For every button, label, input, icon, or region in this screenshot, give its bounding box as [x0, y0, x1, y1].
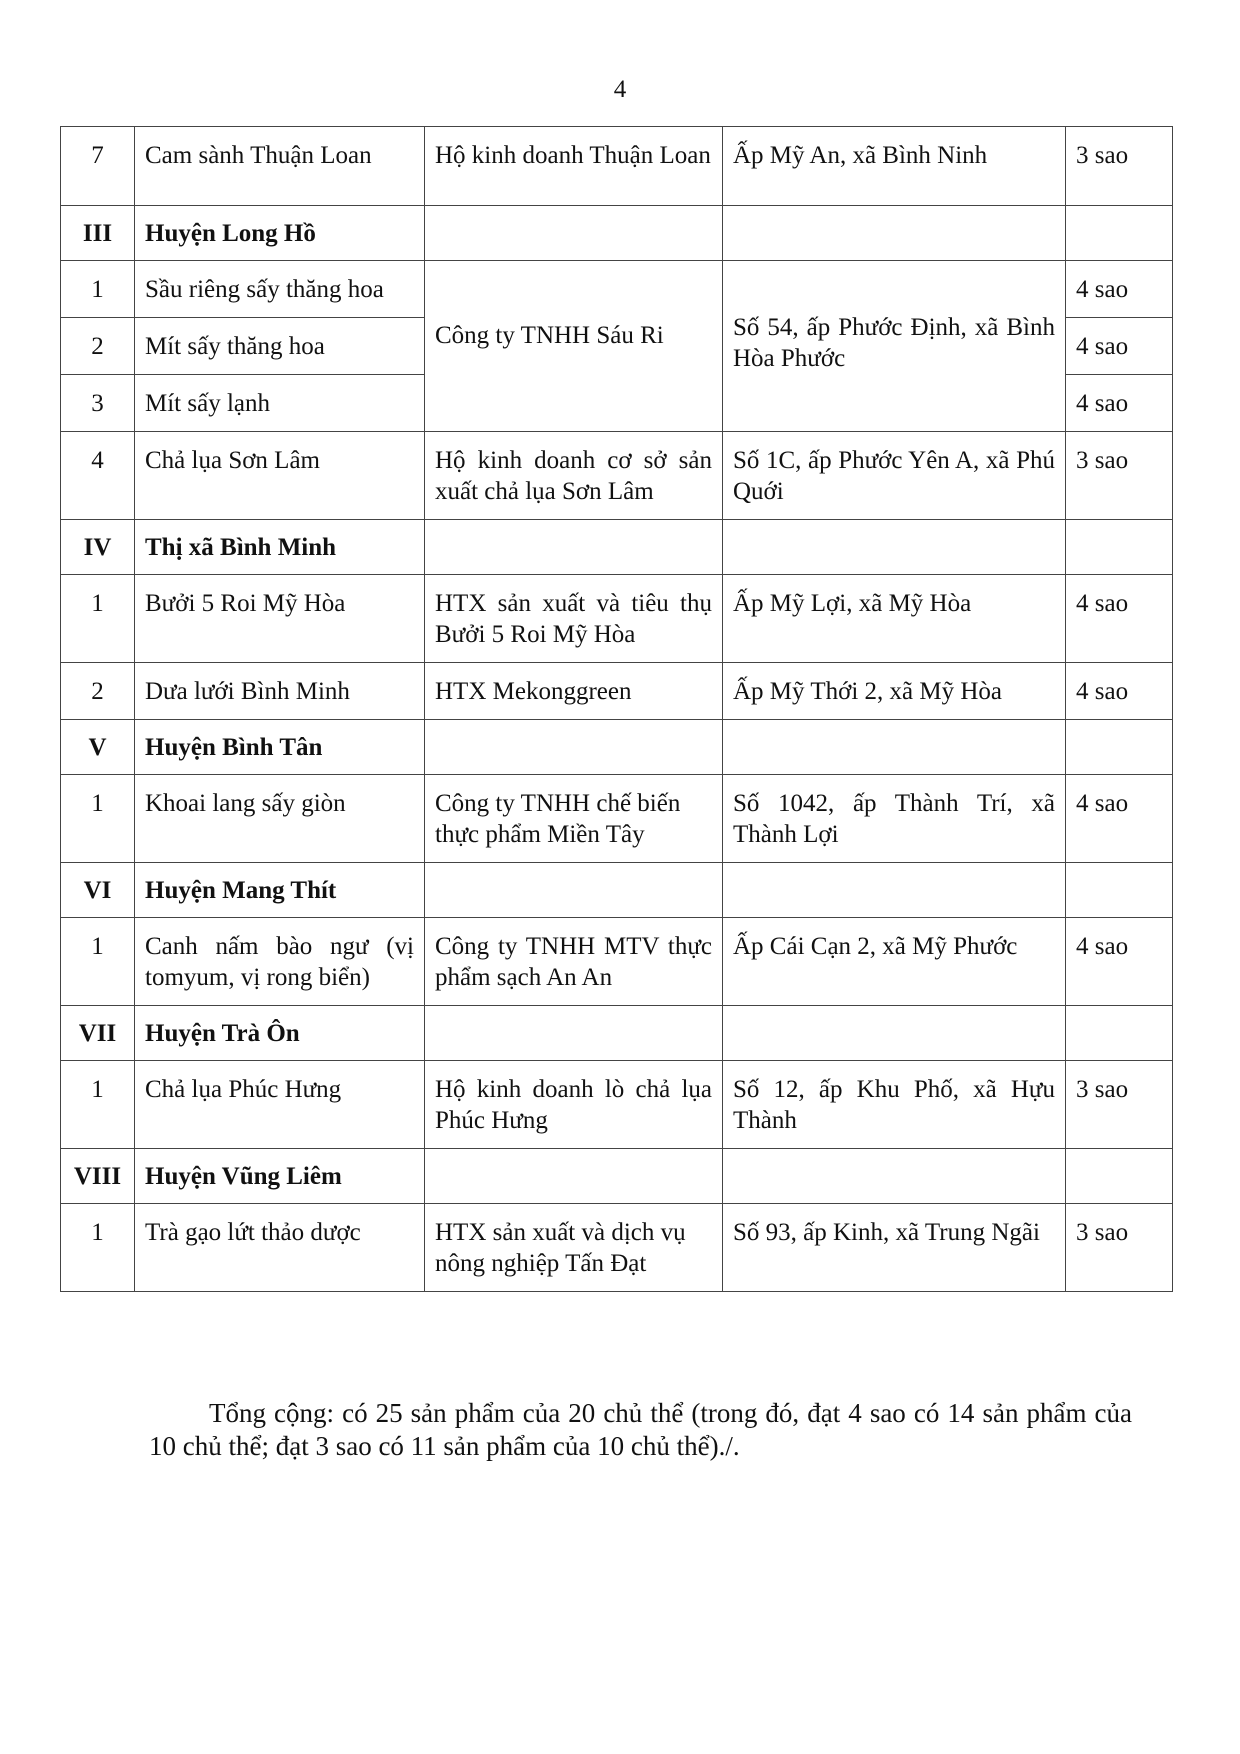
star-rating: 3 sao — [1066, 1061, 1173, 1149]
address: Ấp Mỹ Lợi, xã Mỹ Hòa — [723, 575, 1066, 663]
star-rating: 4 sao — [1066, 575, 1173, 663]
empty-cell — [723, 863, 1066, 918]
owner-name: Hộ kinh doanh lò chả lụa Phúc Hưng — [425, 1061, 723, 1149]
empty-cell — [1066, 863, 1173, 918]
product-name: Chả lụa Sơn Lâm — [135, 432, 425, 520]
table-row — [61, 1204, 1173, 1292]
owner-name: Công ty TNHH Sáu Ri — [425, 261, 723, 432]
empty-cell — [425, 1149, 723, 1204]
district-name: Huyện Long Hồ — [135, 206, 425, 261]
empty-cell — [723, 720, 1066, 775]
table-row — [61, 127, 1173, 206]
row-index: 1 — [61, 918, 135, 1006]
district-row — [61, 1006, 1173, 1061]
empty-cell — [425, 520, 723, 575]
owner-name: HTX Mekonggreen — [425, 663, 723, 720]
table-row — [61, 432, 1173, 520]
product-name: Mít sấy thăng hoa — [135, 318, 425, 375]
district-index: VII — [61, 1006, 135, 1061]
district-name: Thị xã Bình Minh — [135, 520, 425, 575]
row-index: 2 — [61, 663, 135, 720]
product-name: Khoai lang sấy giòn — [135, 775, 425, 863]
owner-name: Công ty TNHH chế biến thực phẩm Miền Tây — [425, 775, 723, 863]
star-rating: 4 sao — [1066, 663, 1173, 720]
star-rating: 4 sao — [1066, 775, 1173, 863]
district-row — [61, 206, 1173, 261]
star-rating: 4 sao — [1066, 261, 1173, 318]
row-index: 7 — [61, 127, 135, 206]
owner-name: Công ty TNHH MTV thực phẩm sạch An An — [425, 918, 723, 1006]
district-name: Huyện Mang Thít — [135, 863, 425, 918]
district-index: V — [61, 720, 135, 775]
district-name: Huyện Bình Tân — [135, 720, 425, 775]
owner-name: Hộ kinh doanh Thuận Loan — [425, 127, 723, 206]
empty-cell — [425, 720, 723, 775]
empty-cell — [425, 206, 723, 261]
row-index: 1 — [61, 1204, 135, 1292]
row-index: 1 — [61, 1061, 135, 1149]
table-row — [61, 261, 1173, 318]
page-number: 4 — [613, 76, 627, 103]
empty-cell — [1066, 1006, 1173, 1061]
product-name: Bưởi 5 Roi Mỹ Hòa — [135, 575, 425, 663]
product-name: Sầu riêng sấy thăng hoa — [135, 261, 425, 318]
row-index: 3 — [61, 375, 135, 432]
district-name: Huyện Trà Ôn — [135, 1006, 425, 1061]
district-index: VI — [61, 863, 135, 918]
row-index: 4 — [61, 432, 135, 520]
product-name: Canh nấm bào ngư (vị tomyum, vị rong biển) — [135, 918, 425, 1006]
empty-cell — [723, 1149, 1066, 1204]
owner-name: HTX sản xuất và dịch vụ nông nghiệp Tấn Đạt — [425, 1204, 723, 1292]
empty-cell — [1066, 1149, 1173, 1204]
row-index: 1 — [61, 775, 135, 863]
row-index: 2 — [61, 318, 135, 375]
star-rating: 3 sao — [1066, 127, 1173, 206]
product-name: Cam sành Thuận Loan — [135, 127, 425, 206]
empty-cell — [425, 1006, 723, 1061]
product-name: Dưa lưới Bình Minh — [135, 663, 425, 720]
address: Ấp Mỹ An, xã Bình Ninh — [723, 127, 1066, 206]
district-index: III — [61, 206, 135, 261]
star-rating: 3 sao — [1066, 432, 1173, 520]
row-index: 1 — [61, 575, 135, 663]
table-row — [61, 575, 1173, 663]
district-name: Huyện Vũng Liêm — [135, 1149, 425, 1204]
star-rating: 3 sao — [1066, 1204, 1173, 1292]
address: Ấp Cái Cạn 2, xã Mỹ Phước — [723, 918, 1066, 1006]
product-name: Chả lụa Phúc Hưng — [135, 1061, 425, 1149]
ocop-product-table — [60, 126, 1173, 1292]
empty-cell — [1066, 720, 1173, 775]
address: Số 1042, ấp Thành Trí, xã Thành Lợi — [723, 775, 1066, 863]
address: Số 12, ấp Khu Phố, xã Hựu Thành — [723, 1061, 1066, 1149]
star-rating: 4 sao — [1066, 375, 1173, 432]
row-index: 1 — [61, 261, 135, 318]
table-row — [61, 775, 1173, 863]
summary-paragraph: Tổng cộng: có 25 sản phẩm của 20 chủ thể (trong đó, đạt 4 sao có 14 sản phẩm của 10 chủ thể; đạt 3 sao có 11 sản phẩm của 10 chủ thể)./. — [149, 1398, 1132, 1461]
empty-cell — [425, 863, 723, 918]
empty-cell — [1066, 206, 1173, 261]
empty-cell — [1066, 520, 1173, 575]
empty-cell — [723, 520, 1066, 575]
address: Số 54, ấp Phước Định, xã Bình Hòa Phước — [723, 261, 1066, 432]
owner-name: Hộ kinh doanh cơ sở sản xuất chả lụa Sơn Lâm — [425, 432, 723, 520]
table-row — [61, 1061, 1173, 1149]
district-index: VIII — [61, 1149, 135, 1204]
address: Ấp Mỹ Thới 2, xã Mỹ Hòa — [723, 663, 1066, 720]
owner-name: HTX sản xuất và tiêu thụ Bưởi 5 Roi Mỹ Hòa — [425, 575, 723, 663]
address: Số 93, ấp Kinh, xã Trung Ngãi — [723, 1204, 1066, 1292]
star-rating: 4 sao — [1066, 918, 1173, 1006]
table-row — [61, 918, 1173, 1006]
district-row — [61, 520, 1173, 575]
address: Số 1C, ấp Phước Yên A, xã Phú Quới — [723, 432, 1066, 520]
empty-cell — [723, 1006, 1066, 1061]
empty-cell — [723, 206, 1066, 261]
product-name: Trà gạo lứt thảo dược — [135, 1204, 425, 1292]
star-rating: 4 sao — [1066, 318, 1173, 375]
product-name: Mít sấy lạnh — [135, 375, 425, 432]
district-index: IV — [61, 520, 135, 575]
district-row — [61, 720, 1173, 775]
table-row — [61, 663, 1173, 720]
district-row — [61, 863, 1173, 918]
district-row — [61, 1149, 1173, 1204]
